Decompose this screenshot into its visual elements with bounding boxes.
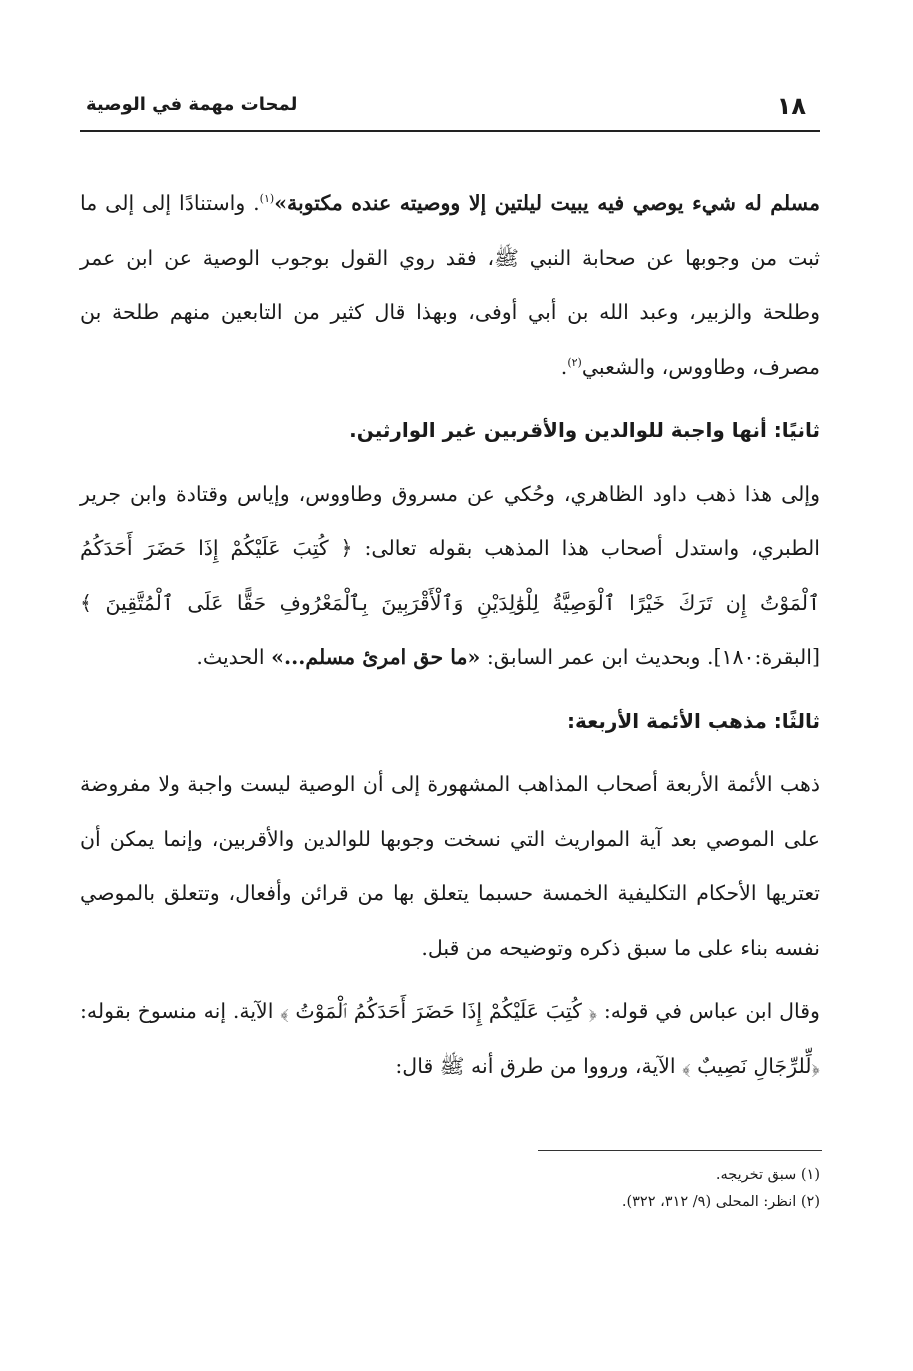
paragraph-2-intro: وإلى هذا ذهب داود الظاهري، وحُكي عن مسروق وطاووس، وإياس وقتادة وابن جرير الطبري، واستدل أصحاب هذا المذهب بقوله تعالى: (80, 481, 820, 560)
paragraph-1 (80, 176, 820, 394)
header-rule (80, 130, 820, 132)
footnote-ref-2: (٢) (567, 355, 582, 369)
paragraph-4 (80, 984, 820, 1093)
paragraph-3: ذهب الأئمة الأربعة أصحاب المذاهب المشهورة إلى أن الوصية ليست واجبة ولا مفروضة على الموصي بعد آية المواريث التي نسخت وجوبها للوالدين والأقربين، وإنما يمكن أن تعتريها الأحكام التكليفية الخمسة حسبما يتعلق بها من قرائن وأفعال، وتتعلق بالموصي نفسه بناء على ما سبق ذكره وتوضيحه من قبل. (80, 772, 820, 960)
running-title: لمحات مهمة في الوصية (86, 94, 298, 115)
footnotes (90, 1162, 820, 1216)
footnote-rule (538, 1150, 822, 1151)
footnote-ref-1: (١) (259, 192, 275, 206)
quran-verse-3: ﴿لِّلرِّجَالِ نَصِيبٌ ﴾ (682, 1053, 820, 1078)
main-text (80, 176, 820, 1093)
quran-verse-1: ﴿ كُتِبَ عَلَيْكُمْ إِذَا حَضَرَ أَحَدَكُمُ ٱلْمَوْتُ إِن تَرَكَ خَيْرًا ٱلْوَصِيَّةُ لِلْوَٰلِدَيْنِ وَٱلْأَقْرَبِينَ بِٱلْمَعْرُوفِ حَقًّا عَلَى ٱلْمُتَّقِينَ ﴾ (80, 536, 820, 615)
paragraph-4-end: الآية، ورووا من طرق أنه ﷺ قال: (395, 1053, 676, 1078)
verse-reference: [البقرة:١٨٠]. وبحديث ابن عمر السابق: (486, 645, 820, 669)
paragraph-4-mid: الآية. إنه منسوخ بقوله: (80, 999, 274, 1023)
paragraph-1-end: . (560, 354, 568, 379)
page-number: ١٨ (776, 92, 806, 120)
footnote-1: (١) سبق تخريجه. (715, 1167, 820, 1183)
paragraph-2-end: الحديث. (196, 645, 265, 669)
hadith-quote: مسلم له شيء يوصي فيه يبيت ليلتين إلا ووصيته عنده مكتوبة» (274, 191, 820, 215)
page-header (80, 86, 820, 128)
paragraph-1-text: . واستنادًا إلى إلى ما ثبت من وجوبها عن صحابة النبي ﷺ، فقد روي القول بوجوب الوصية عن ابن عمر وطلحة والزبير، وعبد الله بن أبي أوفى، وبهذا قال كثير من التابعين منهم طلحة بن مصرف، وطاووس، والشعبي (80, 191, 820, 379)
heading-second-opinion: ثانيًا: أنها واجبة للوالدين والأقربين غير الوارثين. (349, 418, 820, 442)
footnote-2: (٢) انظر: المحلى (٩/ ٣١٢، ٣٢٢). (621, 1194, 820, 1210)
quran-verse-2: ﴿ كُتِبَ عَلَيْكُمْ إِذَا حَضَرَ أَحَدَكُمُ ٱلْمَوْتُ ﴾ (280, 999, 598, 1023)
heading-third-opinion: ثالثًا: مذهب الأئمة الأربعة: (566, 708, 820, 733)
hadith-quote-2: «ما حق امرئ مسلم...» (271, 645, 481, 669)
paragraph-2 (80, 467, 820, 685)
paragraph-4-intro: وقال ابن عباس في قوله: (603, 999, 820, 1023)
